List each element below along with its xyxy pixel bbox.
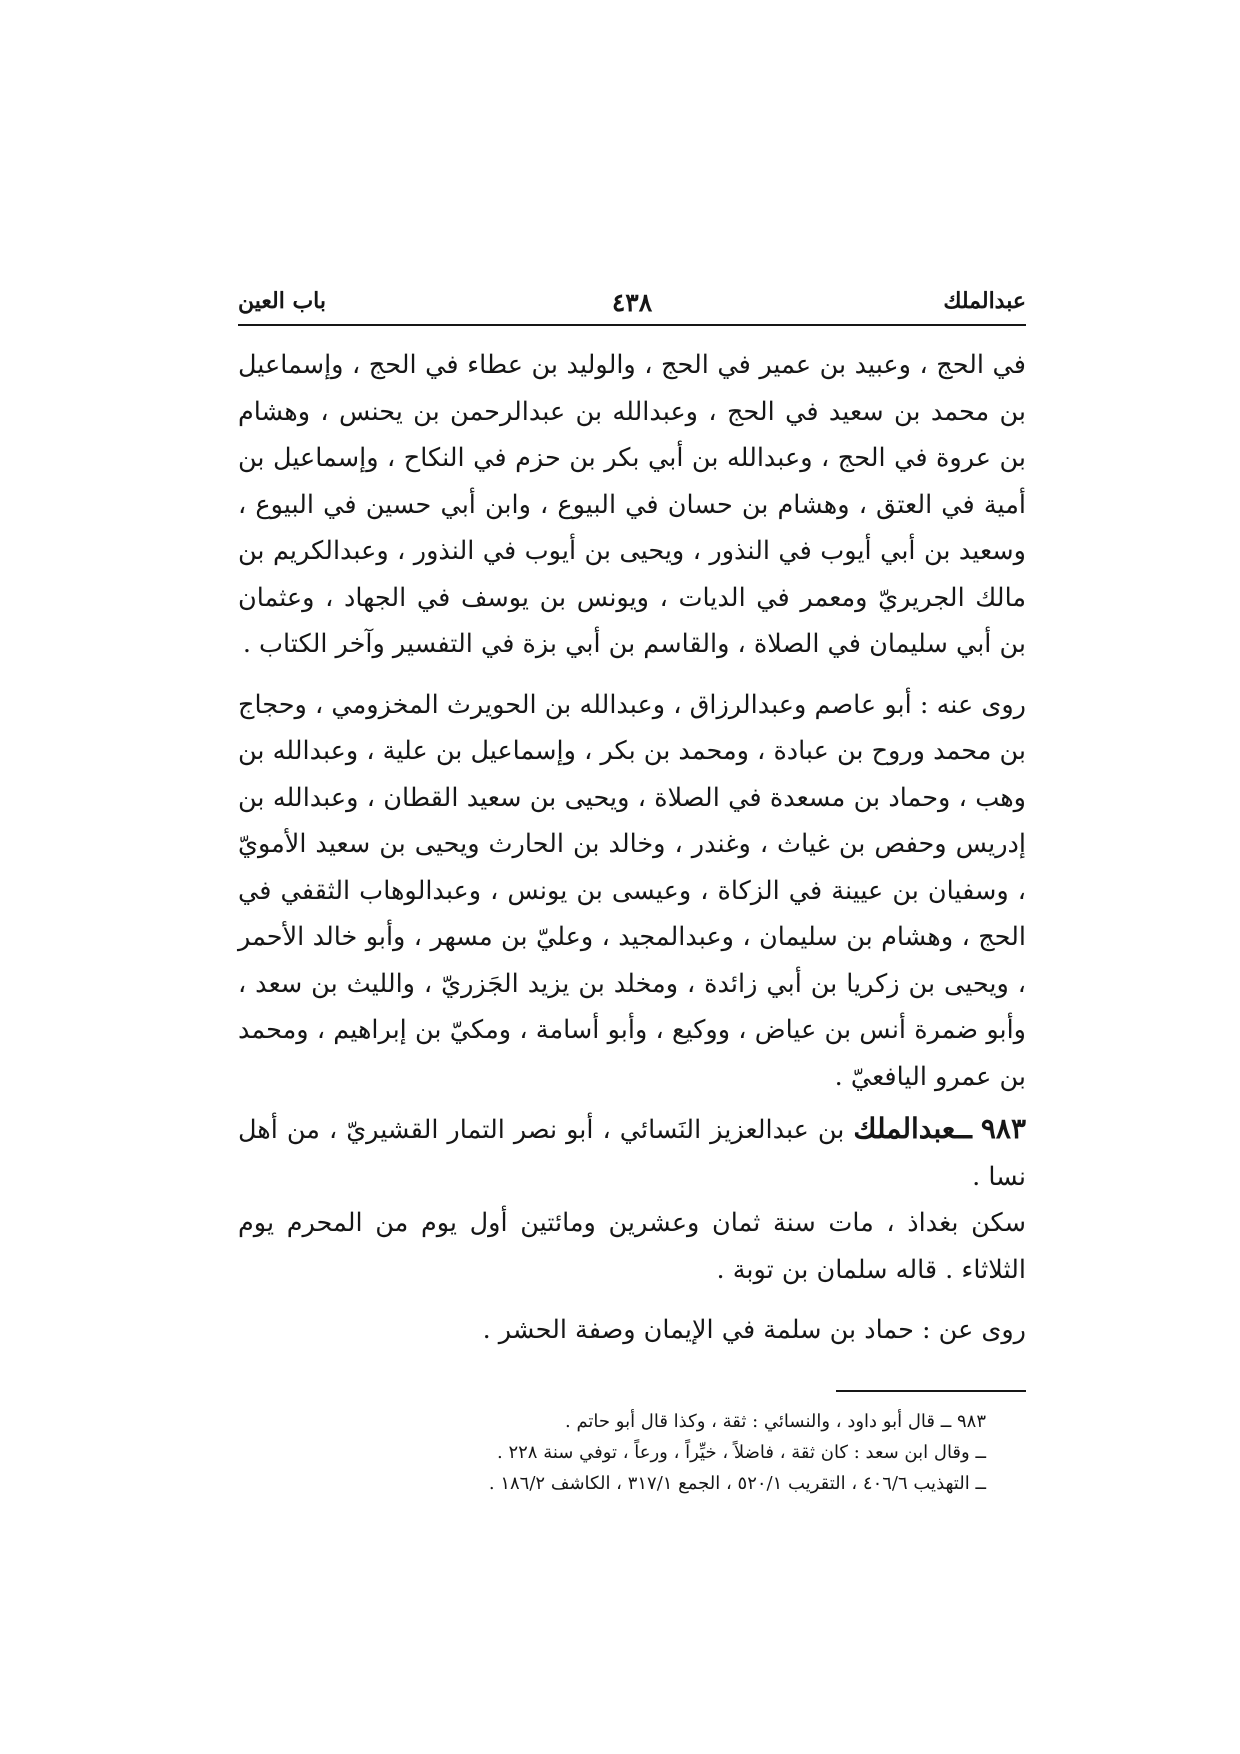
- header-entry-name: عبدالملك: [943, 288, 1026, 314]
- entry-description: بن عبدالعزيز النَسائي ، أبو نصر التمار القشيريّ ، من أهل نسا .: [238, 1115, 1026, 1192]
- footnotes: [238, 1406, 1026, 1499]
- entry-narrated-from: روى عن : حماد بن سلمة في الإيمان وصفة الحشر .: [482, 1315, 1026, 1345]
- entry-dash: ــ: [955, 1112, 972, 1145]
- footnote-separator-wrap: [238, 1354, 1026, 1392]
- narrators-paragraph: روى عنه : أبو عاصم وعبدالرزاق ، وعبدالله بن الحويرث المخزومي ، وحجاج بن محمد وروح بن عبادة ، ومحمد بن بكر ، وإسماعيل بن علية ، وعبدالله بن وهب ، وحماد بن مسعدة في الصلاة ، ويحيى بن سعيد القطان ، وعبدالله بن إدريس وحفص بن غياث ، وغندر ، وخالد بن الحارث ويحيى بن سعيد الأمويّ ، وسفيان بن عيينة في الزكاة ، وعيسى بن يونس ، وعبدالوهاب الثقفي في الحج ، وهشام بن سليمان ، وعبدالمجيد ، وعليّ بن مسهر ، وأبو خالد الأحمر ، ويحيى بن زكريا بن أبي زائدة ، ومخلد بن يزيد الجَزريّ ، والليث بن سعد ، وأبو ضمرة أنس بن عياض ، ووكيع ، وأبو أسامة ، ومكيّ بن إبراهيم ، ومحمد بن عمرو اليافعيّ .: [238, 689, 1026, 1092]
- main-text: [238, 342, 1026, 1354]
- narrations-paragraph: في الحج ، وعبيد بن عمير في الحج ، والوليد بن عطاء في الحج ، وإسماعيل بن محمد بن سعيد في الحج ، وعبدالله بن عبدالرحمن بن يحنس ، وهشام بن عروة في الحج ، وعبدالله بن أبي بكر بن حزم في النكاح ، وإسماعيل بن أمية في العتق ، وهشام بن حسان في البيوع ، وابن أبي حسين في البيوع ، وسعيد بن أبي أيوب في النذور ، ويحيى بن أيوب في النذور ، وعبدالكريم بن مالك الجريريّ ومعمر في الديات ، ويونس بن يوسف في الجهاد ، وعثمان بن أبي سليمان في الصلاة ، والقاسم بن أبي بزة في التفسير وآخر الكتاب .: [238, 350, 1027, 659]
- entry-number: ٩٨٣: [980, 1112, 1027, 1145]
- running-header: [238, 284, 1026, 326]
- footnote-line: ٩٨٣ ــ قال أبو داود ، والنسائي : ثقة ، وكذا قال أبو حاتم .: [565, 1410, 986, 1432]
- page-number: ٤٣٨: [611, 288, 653, 317]
- header-chapter-title: باب العين: [238, 288, 327, 314]
- book-page: [238, 284, 1026, 1499]
- footnote-line: ــ وقال ابن سعد : كان ثقة ، فاضلاً ، خيِّراً ، ورعاً ، توفي سنة ٢٢٨ .: [497, 1441, 986, 1463]
- entry-heading: [238, 1106, 1026, 1200]
- footnote-separator: [836, 1390, 1026, 1392]
- entry-residence: سكن بغداذ ، مات سنة ثمان وعشرين ومائتين أول يوم من المحرم يوم الثلاثاء . قاله سلمان بن توبة .: [238, 1208, 1026, 1285]
- entry-name: عبدالملك: [853, 1112, 956, 1145]
- footnote-line: ــ التهذيب ٤٠٦/٦ ، التقريب ٥٢٠/١ ، الجمع ٣١٧/١ ، الكاشف ١٨٦/٢ .: [488, 1472, 986, 1494]
